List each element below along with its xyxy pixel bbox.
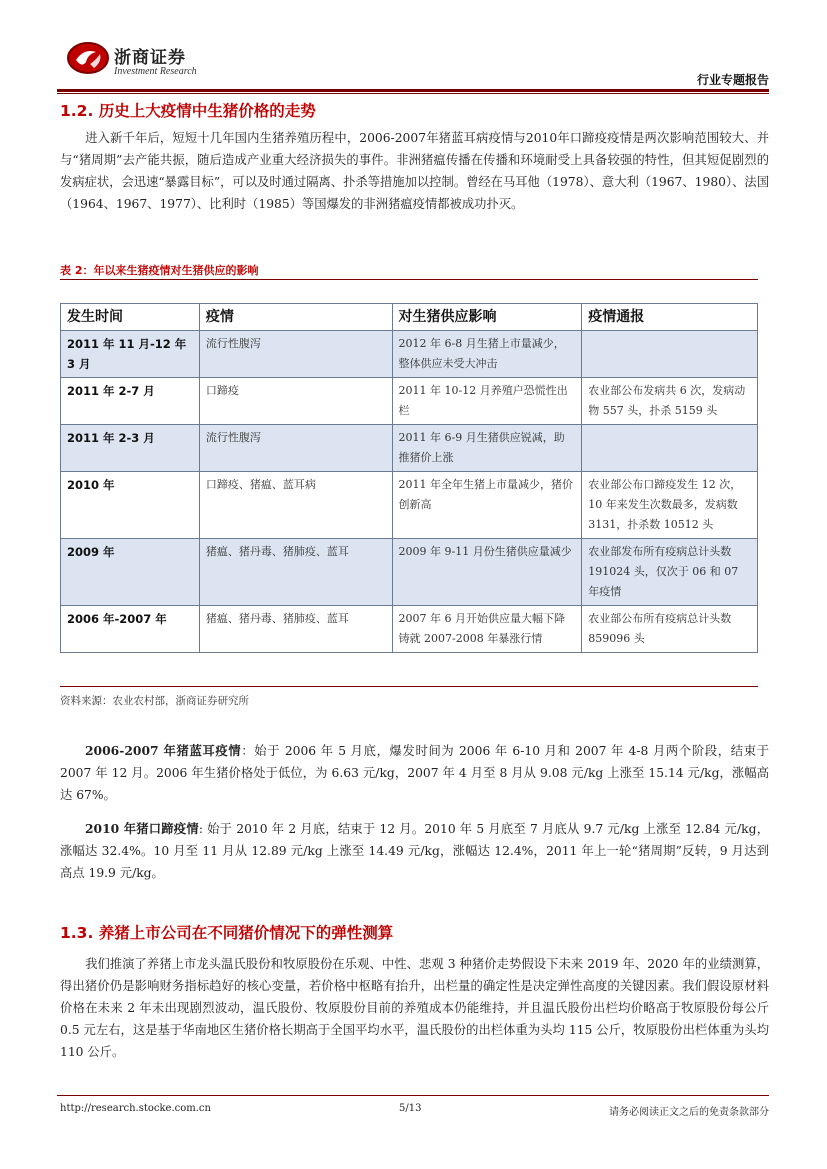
cell-report: 农业部公布口蹄疫发生 12 次，10 年来发生次数最多，发病数 3131，扑杀数 10512 头 xyxy=(582,472,758,539)
table-row xyxy=(61,472,758,539)
cell-report: 农业部发布所有疫病总计头数 191024 头，仅次于 06 和 07 年疫情 xyxy=(582,539,758,606)
cell-impact: 2011 年全年生猪上市量减少，猪价创新高 xyxy=(392,472,582,539)
table-header-row xyxy=(61,304,758,331)
cell-epidemic: 口蹄疫 xyxy=(199,378,392,425)
cell-report: 农业部公布所有疫病总计头数859096 头 xyxy=(582,606,758,653)
cell-time: 2011 年 11 月-12 年 3 月 xyxy=(61,331,200,378)
cell-impact: 2011 年 10-12 月养殖户恐慌性出栏 xyxy=(392,378,582,425)
cell-epidemic: 口蹄疫、猪瘟、蓝耳病 xyxy=(199,472,392,539)
cell-report: 农业部公布发病共 6 次，发病动物 557 头，扑杀 5159 头 xyxy=(582,378,758,425)
section-1-3-text: 我们推演了养猪上市龙头温氏股份和牧原股份在乐观、中性、悲观 3 种猪价走势假设下未来 2019 年、2020 年的业绩测算，得出猪价仍是影响财务指标趋好的核心变量，若价格中枢略有抬升，出栏量的确定性是决定弹性高度的关键因素。我们假设原材料价格在未来 2 年未出现剧烈波动，温氏股份、牧原股份目前的养殖成本仍能维持，并且温氏股份出栏均价略高于牧原股份每公斤 0.5 元左右，这是基于华南地区生猪价格长期高于全国平均水平，温氏股份的出栏体重为头均 115 公斤，牧原股份出栏体重为头均 110 公斤。 xyxy=(60,957,769,1059)
table-row xyxy=(61,539,758,606)
col-header-report: 疫情通报 xyxy=(582,304,758,331)
para-2010 xyxy=(60,818,769,884)
cell-report xyxy=(582,425,758,472)
footer-divider xyxy=(57,1095,769,1096)
section-heading-1-2: 1.2. 历史上大疫情中生猪价格的走势 xyxy=(60,102,316,120)
para-2006-2007 xyxy=(60,740,769,806)
table-bottom-rule xyxy=(60,686,758,687)
cell-impact: 2011 年 6-9 月生猪供应锐减，助推猪价上涨 xyxy=(392,425,582,472)
cell-impact: 2012 年 6-8 月生猪上市量减少，整体供应未受大冲击 xyxy=(392,331,582,378)
col-header-time: 发生时间 xyxy=(61,304,200,331)
footer-disclaimer: 请务必阅读正文之后的免责条款部分 xyxy=(609,1107,769,1118)
cell-report xyxy=(582,331,758,378)
para-2010-lead: 2010 年猪口蹄疫情 xyxy=(85,821,199,836)
table-top-rule xyxy=(60,279,758,280)
section-heading-1-3: 1.3. 养猪上市公司在不同猪价情况下的弹性测算 xyxy=(60,924,394,942)
page-number: 5/13 xyxy=(399,1103,422,1114)
cell-time: 2006 年-2007 年 xyxy=(61,606,200,653)
header-divider-thin xyxy=(57,93,769,94)
col-header-impact: 对生猪供应影响 xyxy=(392,304,582,331)
footer-url[interactable]: http://research.stocke.com.cn xyxy=(60,1103,211,1114)
epidemic-table xyxy=(60,303,758,653)
cell-impact: 2007 年 6 月开始供应量大幅下降铸就 2007-2008 年暴涨行情 xyxy=(392,606,582,653)
cell-epidemic: 流行性腹泻 xyxy=(199,331,392,378)
cell-epidemic: 流行性腹泻 xyxy=(199,425,392,472)
section-1-2-text: 进入新千年后，短短十几年国内生猪养殖历程中，2006-2007年猪蓝耳病疫情与2010年口蹄疫疫情是两次影响范围较大、并与“猪周期”去产能共振，随后造成产业重大经济损失的事件。非洲猪瘟传播在传播和环境耐受上具备较强的特性，但其短促剧烈的发病症状，会迅速“暴露目标”，可以及时通过隔离、扑杀等措施加以控制。曾经在马耳他（1978）、意大利（1967、1980）、法国（1964、1967、1977）、比利时（1985）等国爆发的非洲猪瘟疫情都被成功扑灭。 xyxy=(60,131,770,211)
table-row xyxy=(61,378,758,425)
section-1-2-paragraph xyxy=(60,127,769,215)
report-type: 行业专题报告 xyxy=(696,73,769,87)
cell-time: 2009 年 xyxy=(61,539,200,606)
logo-icon xyxy=(66,40,110,76)
logo-subtitle: Investment Research xyxy=(114,66,197,77)
cell-impact: 2009 年 9-11 月份生猪供应量减少 xyxy=(392,539,582,606)
col-header-epidemic: 疫情 xyxy=(199,304,392,331)
table-title: 表 2：年以来生猪疫情对生猪供应的影响 xyxy=(60,264,259,277)
logo-text: 浙商证券 xyxy=(114,48,186,68)
cell-epidemic: 猪瘟、猪丹毒、猪肺疫、蓝耳 xyxy=(199,606,392,653)
para-2006-lead: 2006-2007 年猪蓝耳疫情 xyxy=(85,743,242,758)
para-2010-text: : 始于 2010 年 2 月底，结束于 12 月。2010 年 5 月底至 7 月底从 9.7 元/kg 上涨至 12.84 元/kg，涨幅达 32.4%。10 月至 11 月从 12.89 元/kg 上涨至 14.49 元/kg，涨幅达 12.4%，2011 年上一轮“猪周期”反转，9 月达到高点 19.9 元/kg。 xyxy=(60,822,769,880)
cell-time: 2011 年 2-7 月 xyxy=(61,378,200,425)
para-2006-text: ：始于 2006 年 5 月底，爆发时间为 2006 年 6-10 月和 2007 年 4-8 月两个阶段，结束于 2007 年 12 月。2006 年生猪价格处于低位，为 6.63 元/kg，2007 年 4 月至 8 月从 9.08 元/kg 上涨至 15.14 元/kg，涨幅高达 67%。 xyxy=(60,744,769,802)
section-1-3-paragraph xyxy=(60,953,769,1063)
table-row xyxy=(61,606,758,653)
cell-time: 2011 年 2-3 月 xyxy=(61,425,200,472)
table-source: 资料来源：农业农村部，浙商证券研究所 xyxy=(60,695,249,707)
table-row xyxy=(61,425,758,472)
cell-time: 2010 年 xyxy=(61,472,200,539)
cell-epidemic: 猪瘟、猪丹毒、猪肺疫、蓝耳 xyxy=(199,539,392,606)
header-divider xyxy=(57,89,769,92)
table-row xyxy=(61,331,758,378)
